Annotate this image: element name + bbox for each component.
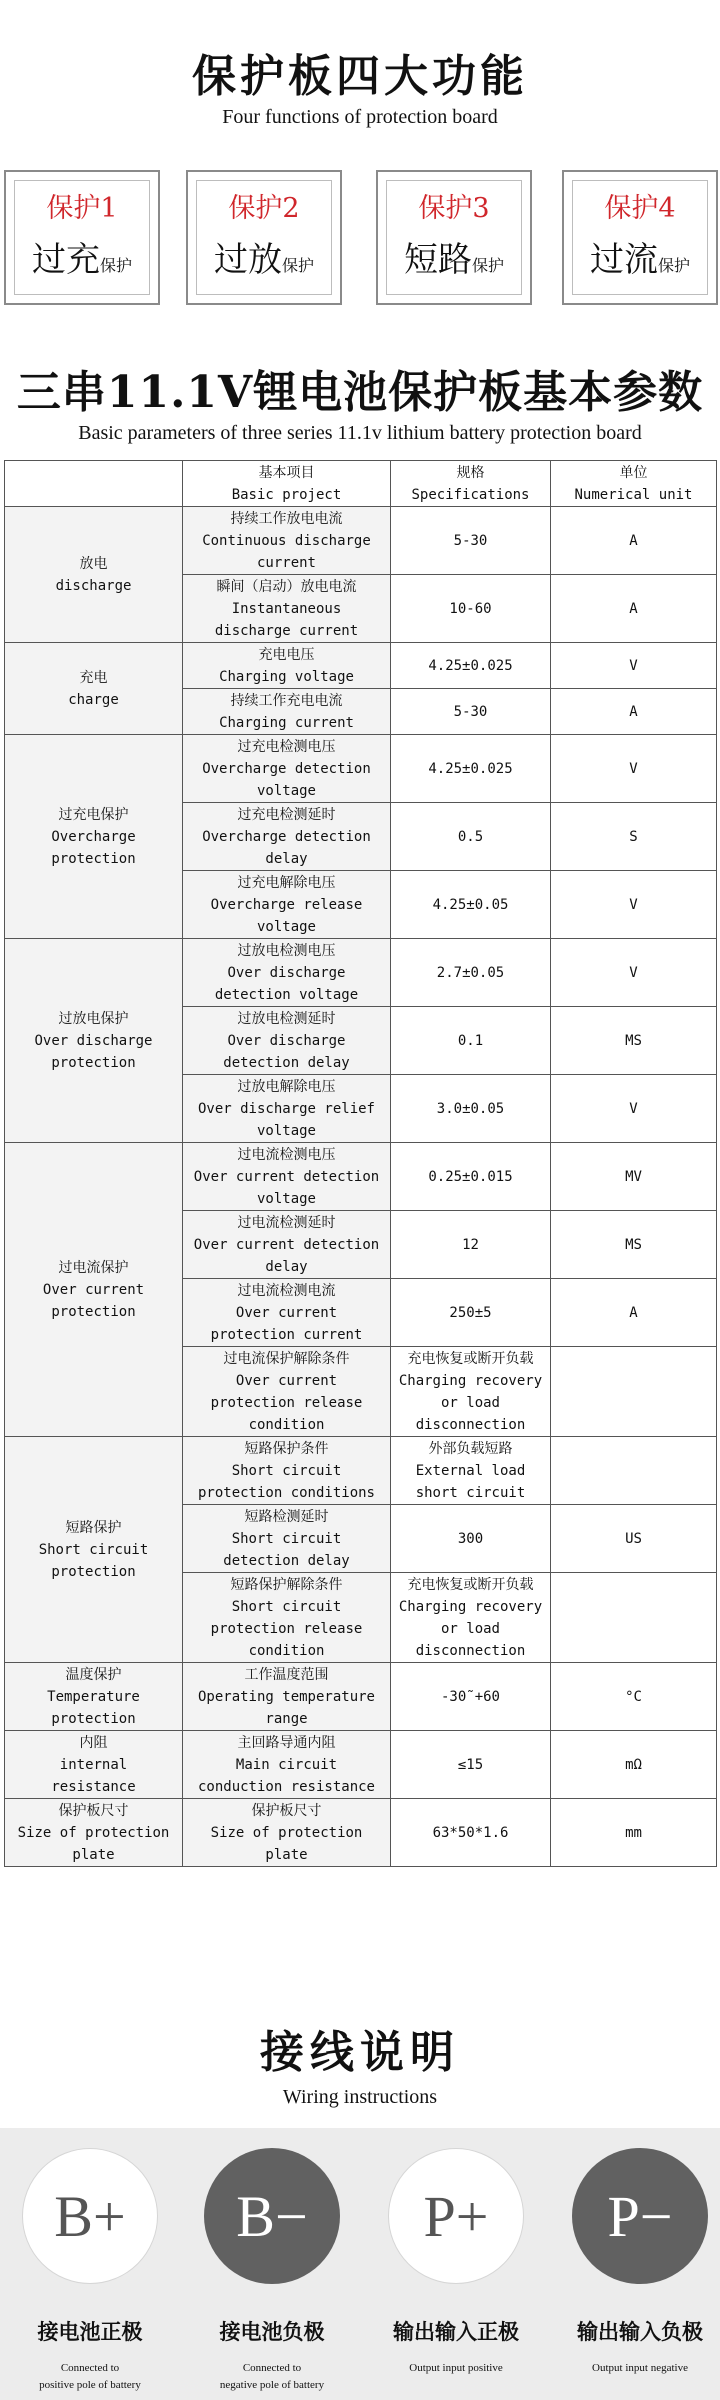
pole-label-en: Connected to negative pole of battery (219, 2362, 325, 2391)
spec-cell: 充电恢复或断开负载 Charging recovery or load disconnection (391, 1573, 551, 1663)
function-cards (0, 170, 720, 305)
spec-cell: 250±5 (391, 1279, 551, 1347)
spec-cell: 300 (391, 1505, 551, 1573)
unit-cell: A (551, 689, 717, 735)
project-cell: 过充电检测电压 Overcharge detection voltage (183, 735, 391, 803)
unit-cell (551, 1573, 717, 1663)
table-row (5, 1143, 717, 1211)
functions-title: 保护板四大功能 (192, 51, 528, 102)
category-cell: 过充电保护 Overcharge protection (5, 735, 183, 939)
spec-cell: 5-30 (391, 507, 551, 575)
unit-cell: MS (551, 1007, 717, 1075)
table-row (5, 939, 717, 1007)
function-card-2 (186, 170, 342, 305)
function-card-3 (376, 170, 532, 305)
unit-cell: mm (551, 1799, 717, 1867)
unit-cell: A (551, 575, 717, 643)
pole-symbol-p-plus: P+ (388, 2148, 524, 2284)
spec-cell: 12 (391, 1211, 551, 1279)
function-name (6, 232, 158, 281)
pole-p-plus (366, 2148, 546, 2400)
spec-cell: 3.0±0.05 (391, 1075, 551, 1143)
unit-cell: V (551, 871, 717, 939)
wiring-title: 接线说明 (260, 2027, 460, 2078)
spec-cell: 0.25±0.015 (391, 1143, 551, 1211)
function-card-4 (562, 170, 718, 305)
function-name-suffix: 保护 (99, 256, 132, 275)
unit-cell: A (551, 1279, 717, 1347)
category-cell: 过放电保护 Over discharge protection (5, 939, 183, 1143)
function-name-main: 过流 (589, 240, 658, 280)
unit-cell: V (551, 643, 717, 689)
project-cell: 过电流保护解除条件 Over current protection release condition (183, 1347, 391, 1437)
function-name (188, 232, 340, 281)
functions-section (0, 0, 720, 330)
unit-cell: mΩ (551, 1731, 717, 1799)
project-cell: 过放电检测延时 Over discharge detection delay (183, 1007, 391, 1075)
unit-cell (551, 1437, 717, 1505)
spec-cell: 0.1 (391, 1007, 551, 1075)
pole-symbol-b-minus: B− (204, 2148, 340, 2284)
category-cell: 内阻 internal resistance (5, 1731, 183, 1799)
project-cell: 主回路导通内阻 Main circuit conduction resistance (183, 1731, 391, 1799)
project-cell: 过电流检测电压 Over current detection voltage (183, 1143, 391, 1211)
project-cell: 短路保护解除条件 Short circuit protection release condition (183, 1573, 391, 1663)
pole-label-cn: 输出输入正极 (393, 2319, 519, 2344)
category-cell: 保护板尺寸 Size of protection plate (5, 1799, 183, 1867)
function-label: 保护2 (228, 193, 300, 224)
spec-cell: 4.25±0.025 (391, 735, 551, 803)
pole-label-en: Connected to positive pole of battery (39, 2362, 141, 2391)
pole-label-en: Output input negative (592, 2362, 688, 2374)
table-header-cell: 基本项目 Basic project (183, 461, 391, 507)
function-name-suffix: 保护 (281, 256, 314, 275)
table-header-cell (5, 461, 183, 507)
unit-cell: °C (551, 1663, 717, 1731)
table-row (5, 507, 717, 575)
pole-label-en: Output input positive (409, 2362, 503, 2374)
parameters-table-body (5, 461, 717, 1867)
spec-cell: 63*50*1.6 (391, 1799, 551, 1867)
table-header-cell: 规格 Specifications (391, 461, 551, 507)
spec-cell: 0.5 (391, 803, 551, 871)
function-card-1 (4, 170, 160, 305)
function-label: 保护1 (46, 193, 118, 224)
unit-cell (551, 1347, 717, 1437)
pole-symbol-b-plus: B+ (22, 2148, 158, 2284)
category-cell: 短路保护 Short circuit protection (5, 1437, 183, 1663)
table-row (5, 1799, 717, 1867)
unit-cell: V (551, 1075, 717, 1143)
project-cell: 保护板尺寸 Size of protection plate (183, 1799, 391, 1867)
unit-cell: S (551, 803, 717, 871)
table-row (5, 1663, 717, 1731)
spec-cell: -30˜+60 (391, 1663, 551, 1731)
pole-b-minus (182, 2148, 362, 2400)
project-cell: 持续工作放电电流 Continuous discharge current (183, 507, 391, 575)
parameters-subtitle: Basic parameters of three series 11.1v lithium battery protection board (78, 422, 642, 444)
unit-cell: A (551, 507, 717, 575)
project-cell: 工作温度范围 Operating temperature range (183, 1663, 391, 1731)
wiring-band (0, 2128, 720, 2400)
pole-p-minus (550, 2148, 720, 2400)
pole-label-cn: 输出输入负极 (577, 2319, 703, 2344)
spec-cell: ≤15 (391, 1731, 551, 1799)
table-row (5, 735, 717, 803)
project-cell: 短路保护条件 Short circuit protection conditions (183, 1437, 391, 1505)
project-cell: 过放电检测电压 Over discharge detection voltage (183, 939, 391, 1007)
project-cell: 过充电检测延时 Overcharge detection delay (183, 803, 391, 871)
project-cell: 过电流检测电流 Over current protection current (183, 1279, 391, 1347)
spec-cell: 充电恢复或断开负载 Charging recovery or load disconnection (391, 1347, 551, 1437)
category-cell: 充电 charge (5, 643, 183, 735)
spec-cell: 外部负载短路 External load short circuit (391, 1437, 551, 1505)
unit-cell: US (551, 1505, 717, 1573)
function-name (378, 232, 530, 281)
table-header-cell: 单位 Numerical unit (551, 461, 717, 507)
function-label: 保护4 (604, 193, 676, 224)
category-cell: 放电 discharge (5, 507, 183, 643)
spec-cell: 10-60 (391, 575, 551, 643)
project-cell: 充电电压 Charging voltage (183, 643, 391, 689)
table-header-row (5, 461, 717, 507)
table-row (5, 1437, 717, 1505)
unit-cell: MS (551, 1211, 717, 1279)
unit-cell: V (551, 939, 717, 1007)
pole-b-plus (0, 2148, 180, 2400)
table-row (5, 643, 717, 689)
project-cell: 过放电解除电压 Over discharge relief voltage (183, 1075, 391, 1143)
spec-cell: 4.25±0.05 (391, 871, 551, 939)
project-cell: 瞬间（启动）放电电流 Instantaneous discharge current (183, 575, 391, 643)
function-name-suffix: 保护 (471, 256, 504, 275)
function-name-suffix: 保护 (657, 256, 690, 275)
spec-cell: 4.25±0.025 (391, 643, 551, 689)
project-cell: 过电流检测延时 Over current detection delay (183, 1211, 391, 1279)
function-name-main: 过充 (31, 240, 100, 280)
pole-label-cn: 接电池正极 (37, 2319, 143, 2344)
function-name (564, 232, 716, 281)
wiring-section (0, 2000, 720, 2400)
parameters-title: 三串11.1V锂电池保护板基本参数 (16, 367, 704, 418)
pole-symbol-p-minus: P− (572, 2148, 708, 2284)
unit-cell: V (551, 735, 717, 803)
table-row (5, 1731, 717, 1799)
unit-cell: MV (551, 1143, 717, 1211)
wiring-subtitle: Wiring instructions (282, 2086, 438, 2108)
function-label: 保护3 (418, 193, 490, 224)
functions-subtitle: Four functions of protection board (222, 106, 498, 128)
project-cell: 过充电解除电压 Overcharge release voltage (183, 871, 391, 939)
function-name-main: 过放 (213, 240, 282, 280)
function-name-main: 短路 (403, 240, 472, 280)
parameters-table (4, 460, 717, 1867)
spec-cell: 5-30 (391, 689, 551, 735)
project-cell: 持续工作充电电流 Charging current (183, 689, 391, 735)
category-cell: 过电流保护 Over current protection (5, 1143, 183, 1437)
category-cell: 温度保护 Temperature protection (5, 1663, 183, 1731)
project-cell: 短路检测延时 Short circuit detection delay (183, 1505, 391, 1573)
spec-cell: 2.7±0.05 (391, 939, 551, 1007)
pole-label-cn: 接电池负极 (219, 2319, 325, 2344)
